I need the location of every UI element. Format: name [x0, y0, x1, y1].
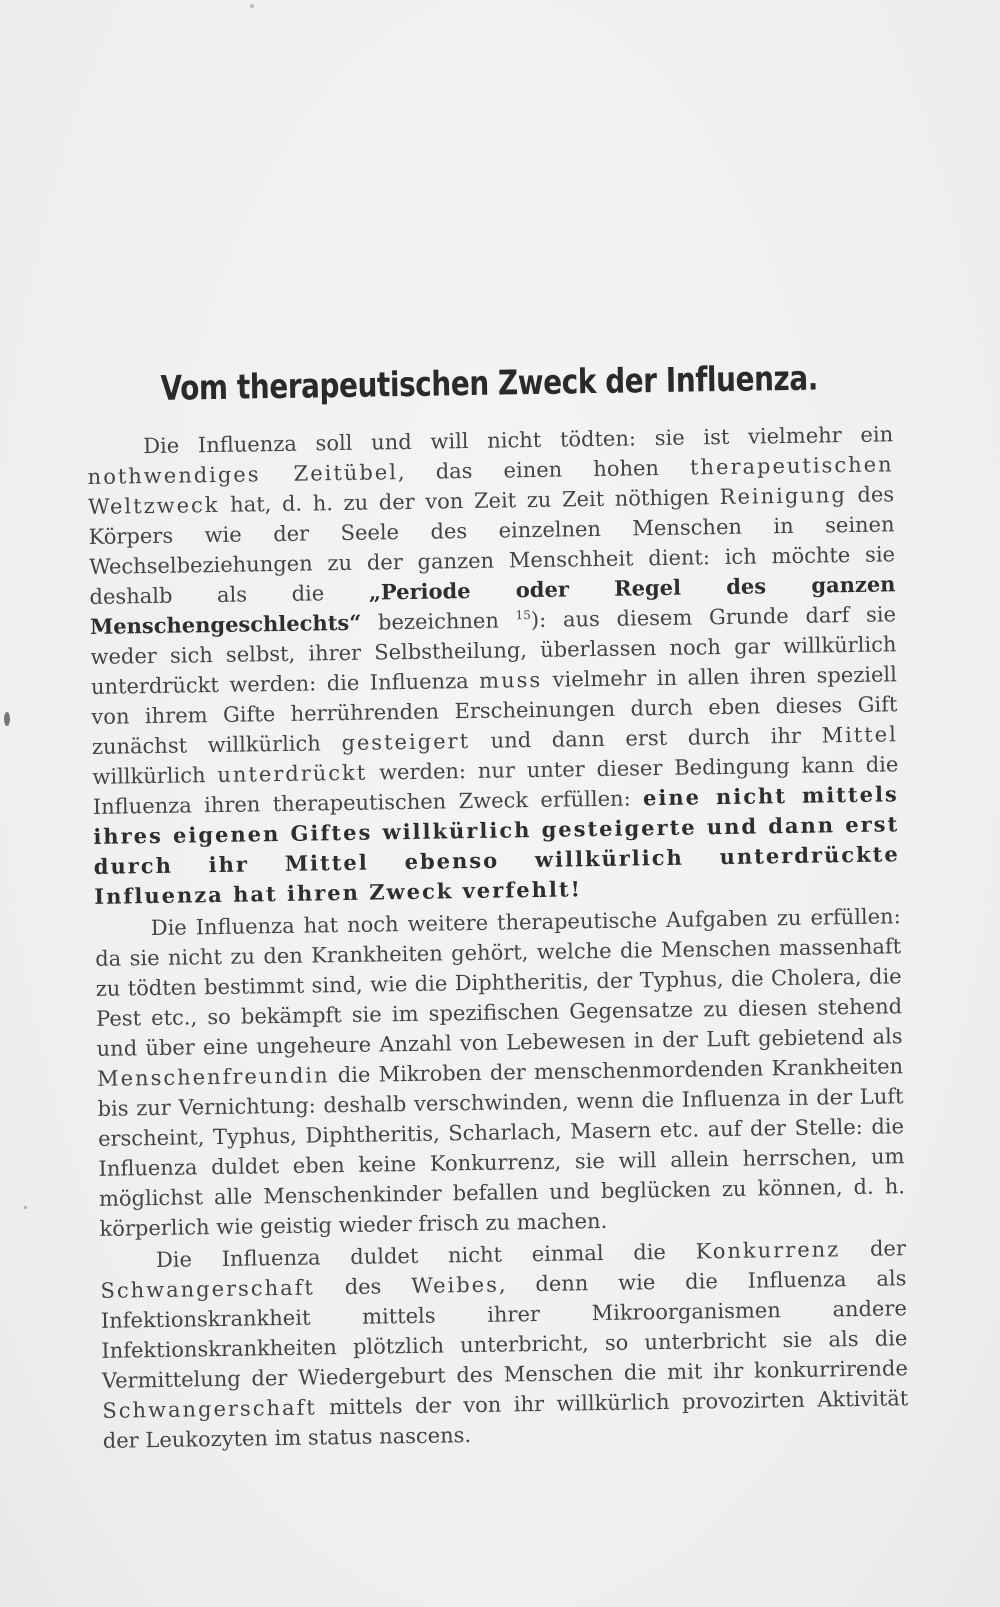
text-segment: muss — [478, 667, 543, 693]
chapter-title: Vom therapeutischen Zweck der Influenza. — [160, 358, 819, 409]
text-segment: Mittel — [821, 722, 899, 748]
text-segment: die Mikroben der menschenmordenden Krankheiten bis zur Vernichtung: deshalb verschwinden, wenn die Influenza in der Luft erscheint, Typhus, Diphtheritis, Scharlach, Masern etc. auf der Stelle: die Influenza duldet eben keine Konkurrenz, sie will allein herrschen, um möglichst alle Menschenkinder befallen und beglücken zu können, d. h. körperlich wie geistig wieder frisch zu machen. — [97, 1054, 906, 1241]
text-segment: mittels der von ihr willkürlich provozirten Aktivität der Leukozyten im status nascens. — [102, 1386, 909, 1453]
text-segment: hat, d. h. zu der von Zeit zu Zeit nöthigen — [219, 485, 720, 517]
text-segment: bezeichnen — [361, 608, 516, 635]
text-segment: 15 — [515, 608, 531, 623]
text-segment: Schwangerschaft — [102, 1395, 317, 1423]
paper-speck — [250, 4, 254, 8]
paragraph-1 — [87, 419, 900, 912]
text-segment: Die Influenza duldet nicht einmal die — [155, 1239, 696, 1273]
paper-speck — [4, 712, 10, 726]
text-segment: und dann erst durch ihr — [469, 723, 822, 754]
text-segment: „Periode oder Regel des ganzen Menschengeschlechts“ — [89, 571, 896, 639]
paragraph-3 — [100, 1233, 909, 1456]
text-segment: Schwangerschaft — [100, 1275, 316, 1303]
text-segment: Die Influenza hat noch weitere therapeutische Aufgaben zu erfüllen: da sie nicht zu den Krankheiten gehört, welche die Menschen massenhaft zu tödten bestimmt sind, wie die Diphtheritis, der Typhus, die Cholera, die Pest etc., so bekämpft sie im spezifischen Gegensatze zu diesen stehend und über eine ungeheure Anzahl von Lebewesen in der Luft gebietend als — [95, 904, 903, 1061]
text-segment: des — [314, 1274, 412, 1300]
text-segment: werden: nur unter dieser Bedingung kann die Influenza ihren therapeutischen Zweck erfüllen: — [92, 752, 899, 819]
text-segment: unterdrückt — [217, 760, 368, 787]
text-segment: vielmehr in allen ihren speziell von ihrem Gifte herrührenden Erscheinungen durch eben dieses Gift zunächst willkürlich — [91, 662, 898, 759]
text-segment: , das einen hohen — [397, 455, 691, 485]
text-segment: Die Influenza soll und will nicht tödten: sie ist vielmehr ein — [143, 422, 894, 459]
body-text — [87, 419, 909, 1456]
paragraph-2 — [95, 901, 906, 1244]
text-segment: ): aus diesem Grunde darf sie weder sich selbst, ihrer Selbstheilung, überlassen noch gar willkürlich unterdrückt werden: die Influenza — [90, 602, 897, 699]
text-segment: des Körpers wie der Seele des einzelnen Menschen in seinen Wechselbeziehungen zu der ganzen Menschheit dient: ich möchte sie deshalb als die — [88, 482, 896, 609]
paper-speck — [24, 1206, 27, 1209]
text-segment: , denn wie die Influenza als Infektionskrankheit mittels ihrer Mikroorganismen andere Infektionskrankheiten plötzlich unterbricht, so unterbricht sie als die Vermittelung der Wiedergeburt des Menschen die mit ihr konkurrirende — [100, 1266, 908, 1393]
text-segment: eine nicht mittels ihres eigenen Giftes willkürlich gesteigerte und dann erst durch ihr Mittel ebenso willkürlich unterdrückte Influenza hat ihren Zweck verfehlt! — [93, 781, 900, 909]
text-segment: Konkurrenz — [695, 1237, 841, 1264]
text-segment: nothwendiges Zeitübel — [87, 460, 399, 489]
text-segment: Reinigung — [719, 483, 847, 510]
text-segment: therapeutischen Weltzweck — [87, 452, 894, 519]
text-segment: Menschenfreundin — [96, 1063, 330, 1091]
page-content — [86, 357, 909, 1456]
text-segment: willkürlich — [92, 762, 218, 789]
text-segment: Weibes — [411, 1272, 500, 1299]
text-segment: der — [840, 1236, 907, 1262]
text-segment: gesteigert — [341, 729, 471, 756]
